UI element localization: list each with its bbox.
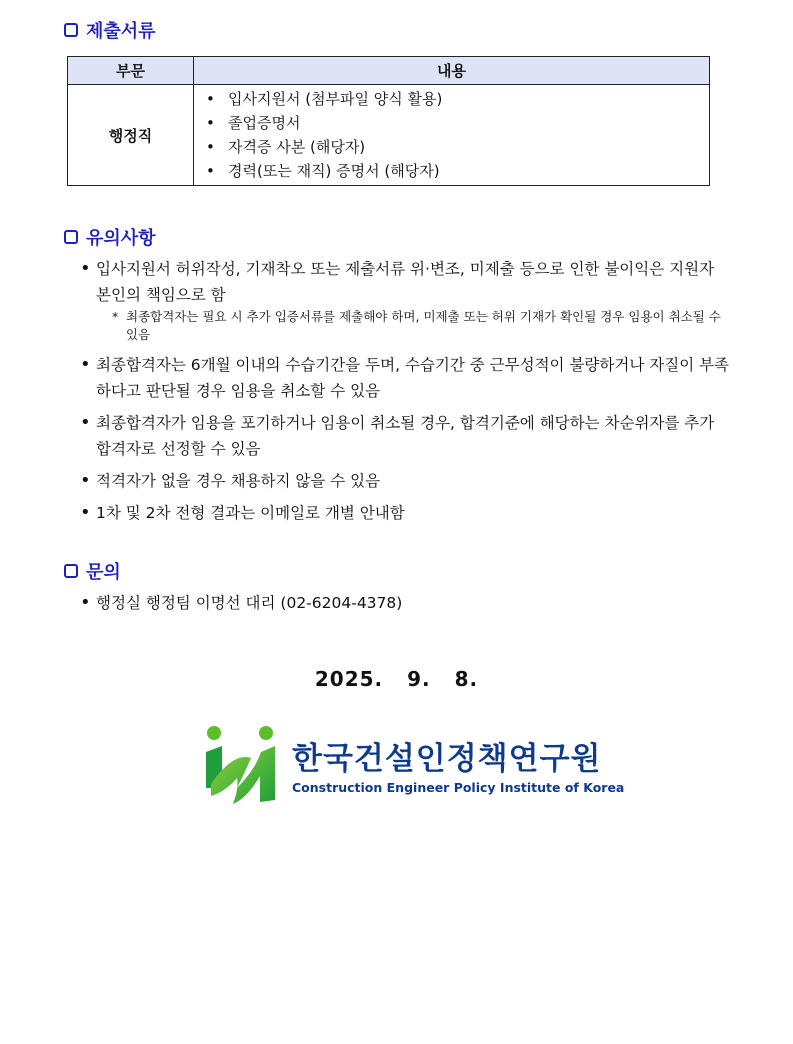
list-item: • 입사지원서 (첨부파일 양식 활용)	[206, 87, 709, 111]
documents-table	[67, 56, 710, 186]
content-cell	[194, 85, 710, 186]
notes-list	[80, 256, 730, 532]
list-item: • 입사지원서 허위작성, 기재착오 또는 제출서류 위·변조, 미제출 등으로 인한 불이익은 지원자 본인의 책임으로 함	[80, 256, 730, 308]
checkbox-icon	[64, 564, 78, 578]
note-text: 적격자가 없을 경우 채용하지 않을 수 있음	[96, 472, 381, 490]
list-item: • 행정실 행정팀 이명선 대리 (02-6204-4378)	[80, 590, 730, 616]
list-item: • 최종합격자가 임용을 포기하거나 임용이 취소될 경우, 합격기준에 해당하는 차순위자를 추가 합격자로 선정할 수 있음	[80, 410, 730, 462]
list-item: • 경력(또는 재직) 증명서 (해당자)	[206, 159, 709, 183]
column-header-category: 부문	[68, 57, 194, 85]
contact-text: 행정실 행정팀 이명선 대리 (02-6204-4378)	[96, 594, 403, 612]
section-header-notes	[64, 224, 156, 250]
list-item: • 적격자가 없을 경우 채용하지 않을 수 있음	[80, 468, 730, 494]
sub-note-text: 최종합격자는 필요 시 추가 입증서류를 제출해야 하며, 미제출 또는 허위 기재가 확인될 경우 임용이 취소될 수 있음	[126, 309, 721, 342]
item-text: 졸업증명서	[228, 114, 301, 132]
note-text: 최종합격자가 임용을 포기하거나 임용이 취소될 경우, 합격기준에 해당하는 차순위자를 추가 합격자로 선정할 수 있음	[96, 414, 715, 458]
note-text: 최종합격자는 6개월 이내의 수습기간을 두며, 수습기간 중 근무성적이 불량하거나 자질이 부족하다고 판단될 경우 임용을 취소할 수 있음	[96, 356, 730, 400]
section-title: 문의	[86, 562, 121, 583]
checkbox-icon	[64, 230, 78, 244]
item-text: 자격증 사본 (해당자)	[228, 138, 366, 156]
list-item: • 최종합격자는 6개월 이내의 수습기간을 두며, 수습기간 중 근무성적이 불량하거나 자질이 부족하다고 판단될 경우 임용을 취소할 수 있음	[80, 352, 730, 404]
institute-logo-icon	[203, 722, 281, 808]
table-row	[68, 85, 710, 186]
date-year: 2025.	[314, 667, 384, 691]
document-date	[0, 667, 793, 691]
list-item: • 자격증 사본 (해당자)	[206, 135, 709, 159]
contact-list	[80, 590, 730, 622]
date-day: 8.	[454, 667, 479, 691]
item-text: 경력(또는 재직) 증명서 (해당자)	[228, 162, 440, 180]
checkbox-icon	[64, 23, 78, 37]
column-header-content: 내용	[194, 57, 710, 85]
section-header-contact	[64, 558, 121, 584]
table-header-row	[68, 57, 710, 85]
section-title: 제출서류	[86, 21, 156, 42]
item-text: 입사지원서 (첨부파일 양식 활용)	[228, 90, 443, 108]
note-text: 입사지원서 허위작성, 기재착오 또는 제출서류 위·변조, 미제출 등으로 인한 불이익은 지원자 본인의 책임으로 함	[96, 260, 715, 304]
sub-note: * 최종합격자는 필요 시 추가 입증서류를 제출해야 하며, 미제출 또는 허위 기재가 확인될 경우 임용이 취소될 수 있음	[112, 308, 730, 344]
list-item: • 졸업증명서	[206, 111, 709, 135]
list-item: • 1차 및 2차 전형 결과는 이메일로 개별 안내함	[80, 500, 730, 526]
institute-name-korean: 한국건설인정책연구원	[292, 741, 602, 777]
section-header-documents	[64, 17, 156, 43]
category-cell: 행정직	[68, 85, 194, 186]
date-month: 9.	[407, 667, 431, 691]
section-title: 유의사항	[86, 228, 156, 249]
institute-name-english: Construction Engineer Policy Institute of Korea	[292, 780, 625, 795]
note-text: 1차 및 2차 전형 결과는 이메일로 개별 안내함	[96, 504, 405, 522]
